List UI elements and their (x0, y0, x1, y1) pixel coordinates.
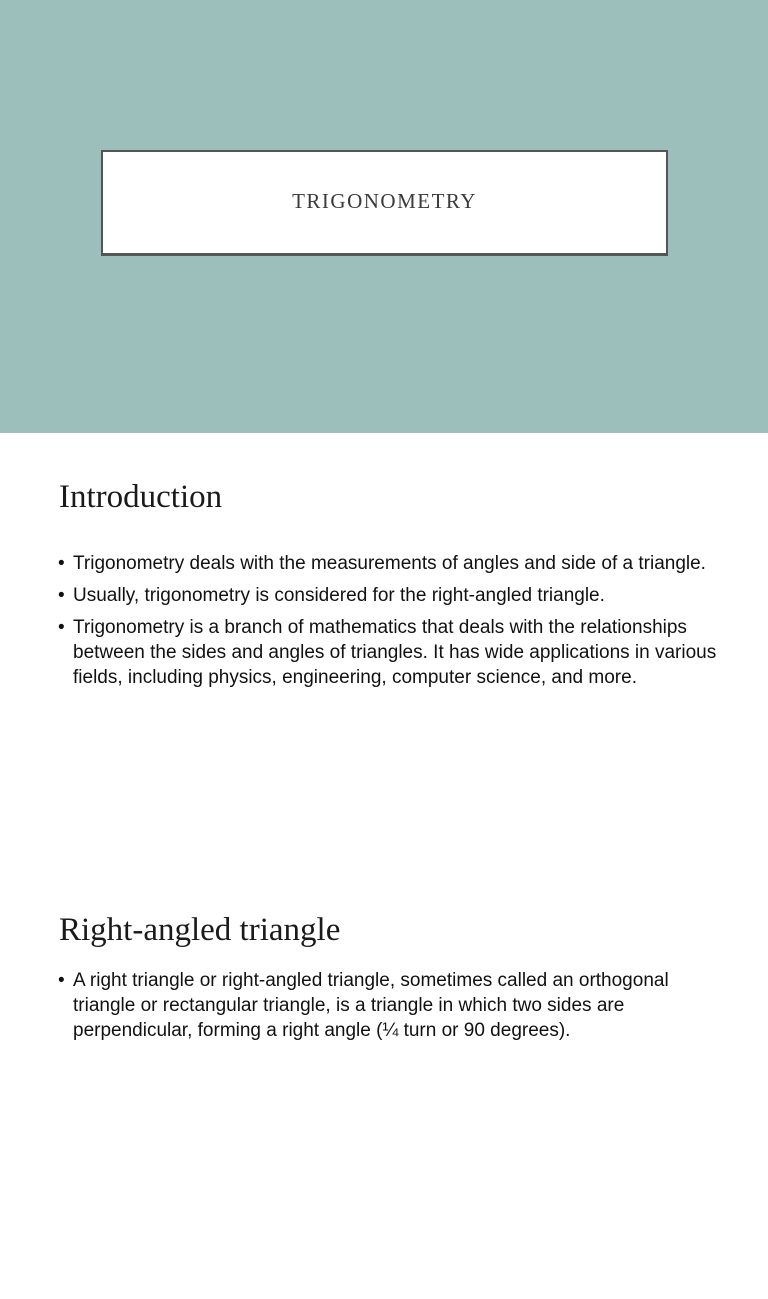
slide-title: TRIGONOMETRY (292, 189, 477, 213)
bullet-item (57, 615, 717, 690)
bullet-text: A right triangle or right-angled triangle, sometimes called an orthogonal triangle or rectangular triangle, is a triangle in which two sides are perpendicular, forming a right angle (¼ turn or 90 degrees). (73, 970, 669, 1041)
bullet-icon: • (58, 617, 65, 638)
title-box (101, 150, 668, 256)
bullet-icon: • (58, 553, 65, 574)
bullet-item (57, 551, 717, 576)
right-angled-triangle-heading: Right-angled triangle (59, 912, 341, 948)
bullet-item (57, 968, 717, 1043)
bullet-item (57, 583, 717, 608)
bullet-text: Usually, trigonometry is considered for the right-angled triangle. (73, 585, 605, 606)
right-angled-triangle-slide (0, 866, 768, 1299)
introduction-heading: Introduction (59, 479, 223, 515)
introduction-bullet-list (57, 551, 717, 697)
introduction-slide (0, 433, 768, 866)
title-slide (0, 0, 768, 433)
bullet-icon: • (58, 585, 65, 606)
bullet-icon: • (58, 970, 65, 991)
bullet-text: Trigonometry is a branch of mathematics that deals with the relationships between the sides and angles of triangles. It has wide applications in various fields, including physics, engineering, computer science, and more. (73, 617, 717, 688)
bullet-text: Trigonometry deals with the measurements of angles and side of a triangle. (73, 553, 706, 574)
right-angled-triangle-bullet-list (57, 968, 717, 1050)
